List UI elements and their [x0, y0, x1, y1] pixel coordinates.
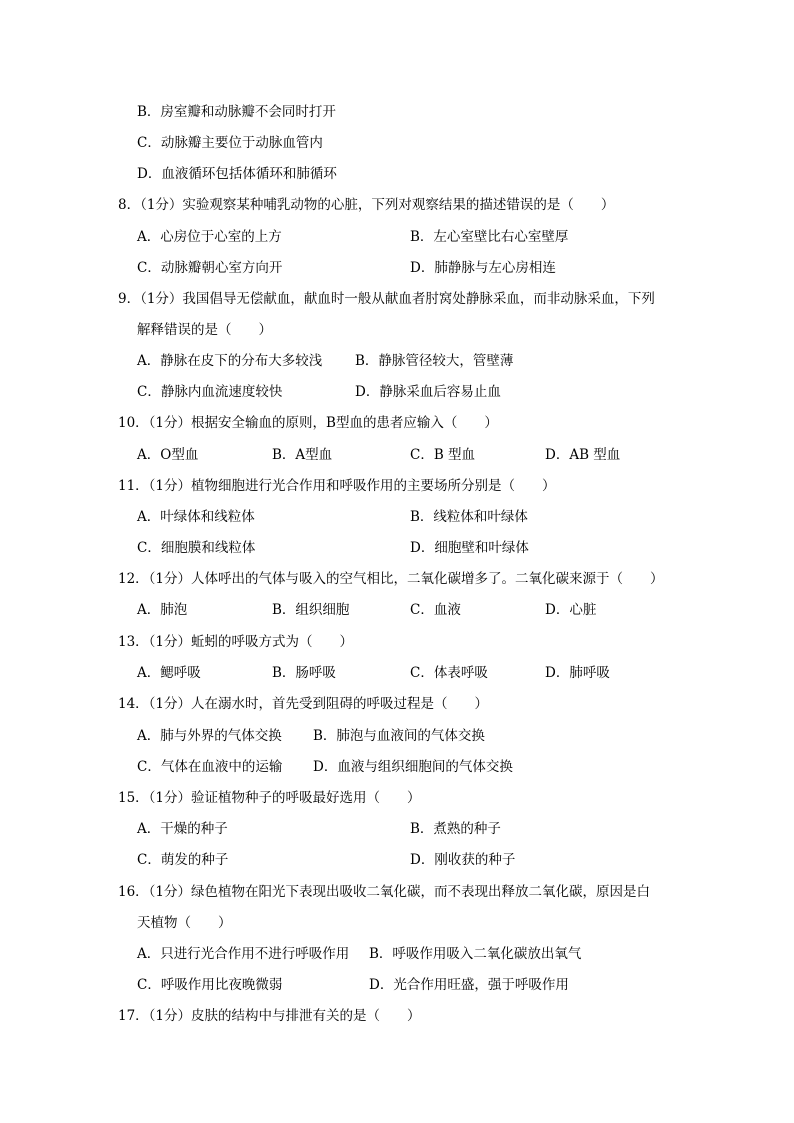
question-16-stem-line2: 天植物（ ） — [137, 915, 232, 931]
question-11-option-d: D．细胞壁和叶绿体 — [410, 540, 529, 556]
question-9-option-b: B．静脉管径较大，管壁薄 — [355, 353, 514, 369]
question-12-option-d: D．心脏 — [545, 602, 597, 618]
question-8-option-a: A．心房位于心室的上方 — [137, 229, 282, 245]
question-12-option-a: A．肺泡 — [137, 602, 188, 618]
question-14-option-c: C．气体在血液中的运输 — [137, 759, 283, 775]
question-11-stem: 11．（1分）植物细胞进行光合作用和呼吸作用的主要场所分别是（ ） — [118, 478, 556, 494]
question-12-option-b: B．组织细胞 — [272, 602, 350, 618]
question-14-option-a: A．肺与外界的气体交换 — [137, 728, 282, 744]
question-10-option-c: C．B 型血 — [410, 447, 476, 463]
question-16-option-c: C．呼吸作用比夜晚微弱 — [137, 977, 283, 993]
question-16-option-a: A．只进行光合作用不进行呼吸作用 — [137, 946, 350, 962]
question-15-option-a: A．干燥的种子 — [137, 821, 228, 837]
question-8-option-c: C．动脉瓣朝心室方向开 — [137, 260, 283, 276]
prev-option-c: C．动脉瓣主要位于动脉血管内 — [137, 135, 323, 151]
prev-option-b: B．房室瓣和动脉瓣不会同时打开 — [137, 104, 336, 120]
question-13-option-b: B．肠呼吸 — [272, 665, 336, 681]
question-9-stem-line1: 9．（1分）我国倡导无偿献血，献血时一般从献血者肘窝处静脉采血，而非动脉采血，下列 — [118, 291, 655, 307]
question-14-option-b: B．肺泡与血液间的气体交换 — [313, 728, 485, 744]
question-15-option-d: D．刚收获的种子 — [410, 852, 516, 868]
question-16-option-b: B．呼吸作用吸入二氧化碳放出氧气 — [369, 946, 582, 962]
prev-option-d: D．血液循环包括体循环和肺循环 — [137, 166, 337, 182]
question-13-option-d: D．肺呼吸 — [545, 665, 610, 681]
question-13-option-a: A．鳃呼吸 — [137, 665, 201, 681]
question-11-option-b: B．线粒体和叶绿体 — [410, 509, 528, 525]
question-15-option-b: B．煮熟的种子 — [410, 821, 501, 837]
question-10-stem: 10．（1分）根据安全输血的原则，B型血的患者应输入（ ） — [118, 415, 498, 431]
question-16-stem-line1: 16．（1分）绿色植物在阳光下表现出吸收二氧化碳，而不表现出释放二氧化碳，原因是白 — [118, 884, 651, 900]
question-8-option-d: D．肺静脉与左心房相连 — [410, 260, 556, 276]
question-9-stem-line2: 解释错误的是（ ） — [137, 322, 272, 338]
question-9-option-d: D．静脉采血后容易止血 — [355, 384, 501, 400]
question-12-stem: 12．（1分）人体呼出的气体与吸入的空气相比，二氧化碳增多了。二氧化碳来源于（ ） — [118, 571, 664, 587]
question-11-option-c: C．细胞膜和线粒体 — [137, 540, 256, 556]
question-10-option-d: D．AB 型血 — [545, 447, 621, 463]
question-14-option-d: D．血液与组织细胞间的气体交换 — [313, 759, 513, 775]
question-9-option-c: C．静脉内血流速度较快 — [137, 384, 283, 400]
question-17-stem: 17．（1分）皮肤的结构中与排泄有关的是（ ） — [118, 1008, 421, 1024]
question-16-option-d: D．光合作用旺盛，强于呼吸作用 — [369, 977, 569, 993]
question-10-option-b: B．A型血 — [272, 447, 333, 463]
question-13-option-c: C．体表呼吸 — [410, 665, 488, 681]
question-15-stem: 15．（1分）验证植物种子的呼吸最好选用（ ） — [118, 790, 421, 806]
question-13-stem: 13．（1分）蚯蚓的呼吸方式为（ ） — [118, 634, 354, 650]
question-8-option-b: B．左心室壁比右心室壁厚 — [410, 229, 569, 245]
question-11-option-a: A．叶绿体和线粒体 — [137, 509, 255, 525]
question-12-option-c: C．血液 — [410, 602, 461, 618]
question-8-stem: 8．（1分）实验观察某种哺乳动物的心脏，下列对观察结果的描述错误的是（ ） — [118, 197, 615, 213]
question-10-option-a: A．O型血 — [137, 447, 199, 463]
question-15-option-c: C．萌发的种子 — [137, 852, 229, 868]
question-14-stem: 14．（1分）人在溺水时，首先受到阻碍的呼吸过程是（ ） — [118, 696, 489, 712]
question-9-option-a: A．静脉在皮下的分布大多较浅 — [137, 353, 323, 369]
